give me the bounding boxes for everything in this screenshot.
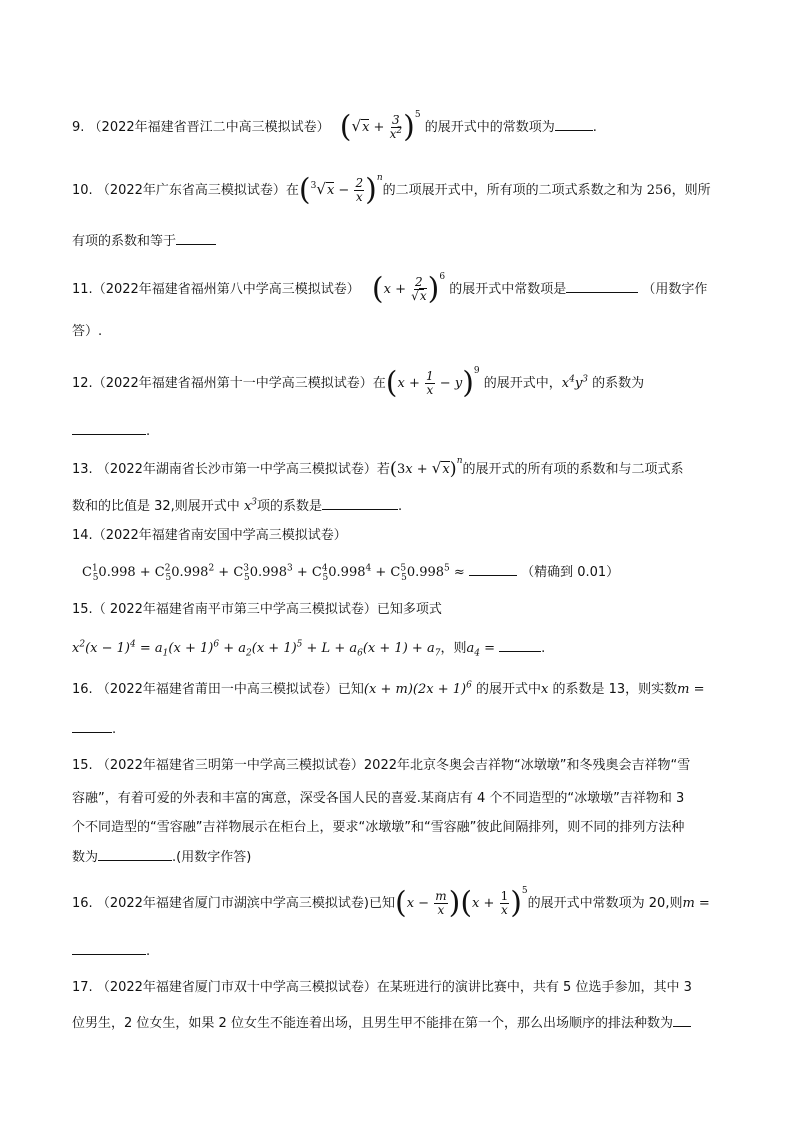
- question-16a-line2: .: [72, 718, 724, 740]
- question-number: 17.: [72, 980, 93, 995]
- question-source: （2022年福建省厦门市湖滨中学高三模拟试卷)已知: [96, 896, 395, 911]
- question-9: 9. （2022年福建省晋江二中高三模拟试卷） (√x + $\frac{3}{x^2}$ )$^5$ 的展开式中的常数项为 .: [72, 109, 597, 145]
- answer-blank[interactable]: [72, 420, 146, 435]
- answer-blank[interactable]: [72, 940, 146, 955]
- question-16b: 16. （2022年福建省厦门市湖滨中学高三模拟试卷)已知(x − $\frac{m}{x}$ )(x + $\frac{1}{x}$ )$^5$的展开式中常数项为 20,则m =: [72, 885, 710, 921]
- answer-blank[interactable]: [555, 116, 593, 131]
- question-15b-line3: 个不同造型的“雪容融”吉祥物展示在柜台上，要求“冰墩墩”和“雪容融”彼此间隔排列，则不同的排列方法种: [72, 820, 685, 835]
- formula: ($^3$√x − $\frac{2}{x}$ )$^n$: [298, 172, 383, 208]
- formula: $(3x + √x)^n$: [389, 456, 463, 480]
- question-14-formula: $C^1_50.998 + C^2_50.998^2 + C^3_50.998^3 + C^4_50.998^4 + C^5_50.998^5$ ≈ （精确到 0.01）: [82, 561, 734, 583]
- question-number: 15.: [72, 758, 93, 773]
- answer-blank[interactable]: [72, 718, 112, 733]
- question-number: 16.: [72, 896, 93, 911]
- question-number: 16.: [72, 682, 93, 697]
- question-source: （2022年福建省三明第一中学高三模拟试卷）2022年北京冬奥会吉祥物“冰墩墩”和冬残奥会吉祥物“雪: [96, 758, 691, 773]
- question-17-line2: 位男生，2 位女生，如果 2 位女生不能连着出场，且男生甲不能排在第一个，那么出场顺序的排法种数为: [72, 1012, 724, 1034]
- question-source: （ 2022年福建省南平市第三中学高三模拟试卷）已知多项式: [92, 602, 442, 617]
- question-source: （2022年福建省晋江二中高三模拟试卷）: [88, 120, 330, 135]
- formula: (x + $\frac{2}{√x}$ )$^6$: [371, 271, 446, 307]
- question-source: （2022年福建省莆田一中高三模拟试卷）已知: [96, 682, 364, 697]
- formula: (√x + $\frac{3}{x^2}$ )$^5$: [339, 109, 421, 145]
- question-11-line2: 答）.: [72, 324, 103, 339]
- answer-blank[interactable]: [673, 1012, 691, 1027]
- question-17: [72, 978, 724, 998]
- question-source: （2022年福建省福州第十一中学高三模拟试卷）在: [92, 376, 386, 391]
- answer-blank[interactable]: [469, 561, 517, 576]
- question-number: 11.: [72, 282, 93, 297]
- question-source: （2022年福建省厦门市双十中学高三模拟试卷）在某班进行的演讲比赛中，共有 5 位选手参加，其中 3: [96, 980, 692, 995]
- question-16b-line2: .: [72, 940, 724, 962]
- question-number: 13.: [72, 462, 93, 477]
- answer-blank[interactable]: [499, 637, 541, 652]
- question-11: 11.（2022年福建省福州第八中学高三模拟试卷） (x + $\frac{2}{√x}$ )$^6$ 的展开式中常数项是 （用数字作: [72, 271, 708, 307]
- question-13-line2: 数和的比值是 32,则展开式中 $x^3$项的系数是 .: [72, 495, 724, 517]
- question-number: 12.: [72, 376, 93, 391]
- question-15b-line2: 容融”，有着可爱的外表和丰富的寓意，深受各国人民的喜爱.某商店有 4 个不同造型的“冰墩墩”吉祥物和 3: [72, 791, 685, 806]
- answer-blank[interactable]: [98, 846, 172, 861]
- question-15b: [72, 756, 724, 776]
- question-13: 13. （2022年湖南省长沙市第一中学高三模拟试卷）若$(3x + √x)^n$的展开式的所有项的系数和与二项式系: [72, 456, 684, 480]
- question-number: 10.: [72, 183, 93, 198]
- question-number: 15.: [72, 602, 93, 617]
- answer-blank[interactable]: [566, 278, 638, 293]
- question-number: 9.: [72, 120, 85, 135]
- question-15a-formula: $x^2(x - 1)^4 = a_1(x + 1)^6 + a_2(x + 1)^5 + L + a_6(x + 1) + a_7$，则$a_4$ = .: [72, 637, 724, 659]
- answer-blank[interactable]: [322, 495, 398, 510]
- question-number: 14.: [72, 528, 93, 543]
- question-source: （2022年福建省福州第八中学高三模拟试卷）: [92, 282, 360, 297]
- question-14: [72, 526, 724, 546]
- question-15a: [72, 600, 724, 620]
- question-16a: 16. （2022年福建省莆田一中高三模拟试卷）已知$(x + m)(2x + 1)^6$ 的展开式中x 的系数是 13，则实数m =: [72, 680, 705, 697]
- question-12-line2: .: [72, 420, 724, 442]
- question-10: 10. （2022年广东省高三模拟试卷）在($^3$√x − $\frac{2}{x}$ )$^n$的二项展开式中，所有项的二项式系数之和为 256，则所: [72, 172, 711, 208]
- answer-blank[interactable]: [176, 230, 216, 245]
- question-15b-line4: 数为 .(用数字作答): [72, 846, 724, 868]
- question-10-line2: 有项的系数和等于: [72, 230, 724, 252]
- formula: (x − $\frac{m}{x}$ )(x + $\frac{1}{x}$ )$^5$: [394, 885, 528, 921]
- question-source: （2022年湖南省长沙市第一中学高三模拟试卷）若: [96, 462, 390, 477]
- question-text: 的展开式中的常数项为: [424, 120, 555, 135]
- question-12: 12.（2022年福建省福州第十一中学高三模拟试卷）在(x + $\frac{1}{x}$ − y)$^9$ 的展开式中，$x^4y^3$ 的系数为: [72, 365, 645, 401]
- question-text: 的二项展开式中，所有项的二项式系数之和为: [382, 183, 643, 198]
- question-source: （2022年广东省高三模拟试卷）在: [96, 183, 299, 198]
- formula: (x + $\frac{1}{x}$ − y)$^9$: [385, 365, 480, 401]
- question-source: （2022年福建省南安国中学高三模拟试卷）: [92, 528, 347, 543]
